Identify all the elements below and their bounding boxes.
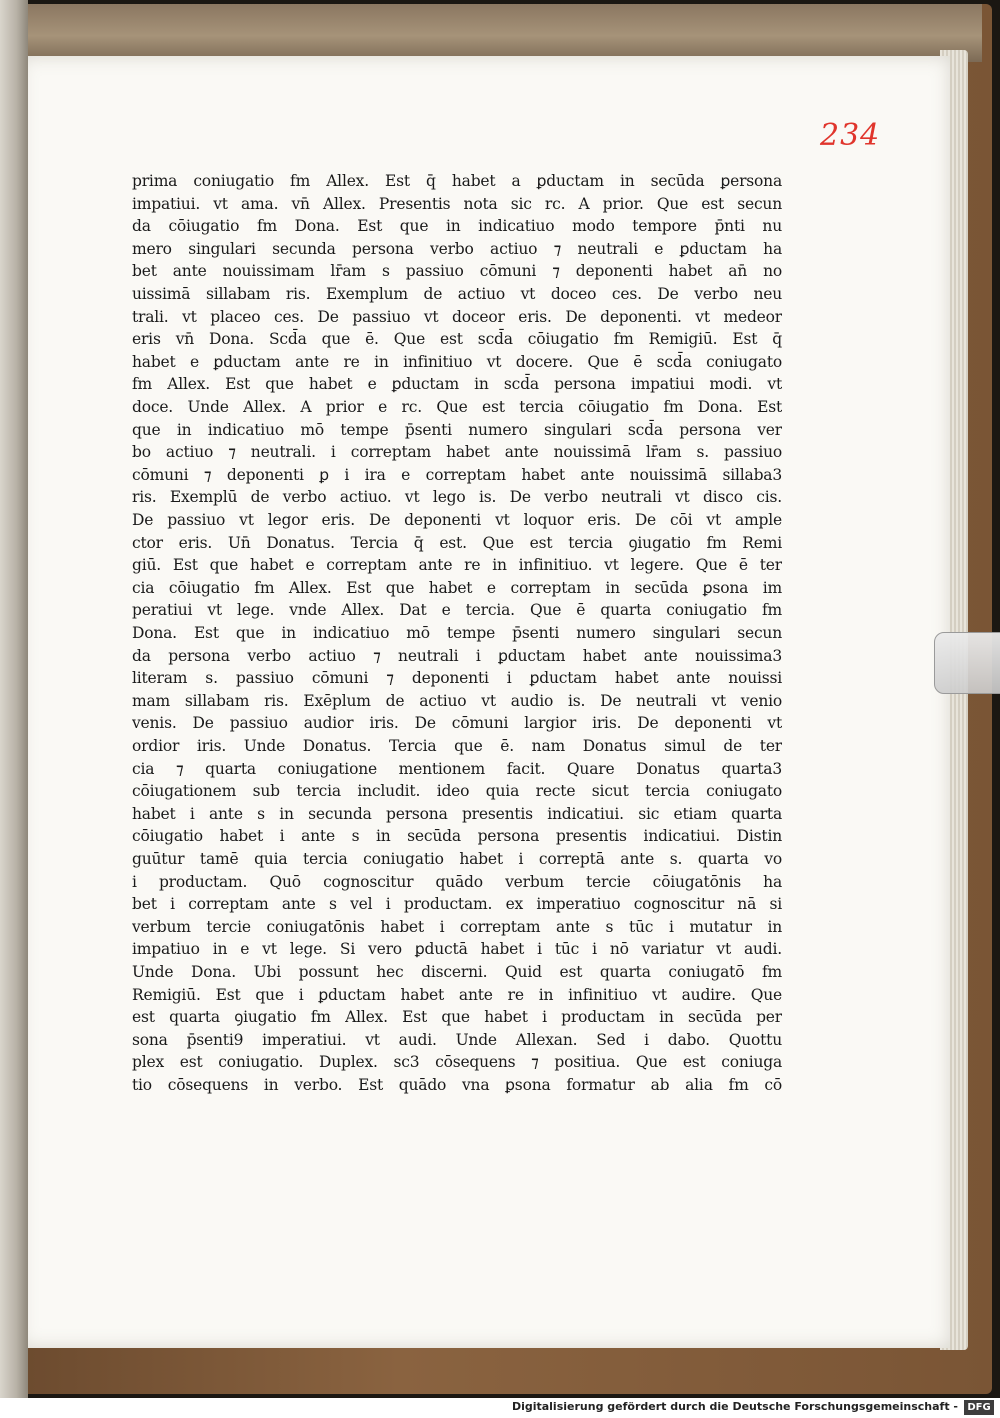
- text-line: habet e ꝑductam ante re in infinitiuo vt docere. Que ē scd̄a coniugato: [132, 352, 782, 371]
- text-line: fm Allex. Est que habet e ꝑductam in scd̄a persona impatiui modi. vt: [132, 375, 782, 394]
- text-line: cōiugatio habet i ante s in secūda persona presentis indicatiui. Distin: [132, 827, 782, 846]
- footer-credit: Digitalisierung gefördert durch die Deutsche Forschungsgemeinschaft -: [511, 1400, 958, 1413]
- text-line: cia ⁊ quarta coniugatione mentionem facit. Quare Donatus quarta3: [132, 759, 782, 778]
- text-line: impatiui. vt ama. vn̄ Allex. Presentis nota sic rc. A prior. Que est secun: [132, 194, 782, 213]
- book-spine: [0, 0, 28, 1398]
- text-line: verbum tercie coniugatōnis habet i correptam ante s tūc i mutatur in: [132, 917, 782, 936]
- text-line: plex est coniugatio. Duplex. sc3 cōsequens ⁊ positiua. Que est coniuga: [132, 1053, 782, 1072]
- text-line: bet ante nouissimam lr̄am s passiuo cōmuni ⁊ deponenti habet an̄ no: [132, 262, 782, 281]
- text-line: tio cōsequens in verbo. Est quādo vna ꝑsona formatur ab alia fm cō: [132, 1076, 782, 1094]
- text-line: sona p̄senti9 imperatiui. vt audi. Unde Allexan. Sed i dabo. Quottu: [132, 1030, 782, 1049]
- text-line: venis. De passiuo audior iris. De cōmuni largior iris. De deponenti vt: [132, 714, 782, 733]
- text-line: da cōiugatio fm Dona. Est que in indicatiuo modo tempore p̄nti nu: [132, 217, 782, 236]
- text-line: mam sillabam ris. Exēplum de actiuo vt audio is. De neutrali vt venio: [132, 691, 782, 710]
- page-clip: [934, 632, 1000, 694]
- text-line: impatiuo in e vt lege. Si vero ꝑductā habet i tūc i nō variatur vt audi.: [132, 940, 782, 959]
- text-line: eris vn̄ Dona. Scd̄a que ē. Que est scd̄a cōiugatio fm Remigiū. Est q̄: [132, 330, 782, 349]
- text-line: que in indicatiuo mō tempe p̄senti numero singulari scd̄a persona ver: [132, 420, 782, 439]
- text-line: ris. Exemplū de verbo actiuo. vt lego is. De verbo neutrali vt disco cis.: [132, 488, 782, 507]
- dfg-logo: DFG: [964, 1400, 994, 1415]
- text-line: mero singulari secunda persona verbo actiuo ⁊ neutrali e ꝑductam ha: [132, 239, 782, 258]
- text-line: ordior iris. Unde Donatus. Tercia que ē. nam Donatus simul de ter: [132, 737, 782, 755]
- text-line: Remigiū. Est que i ꝑductam habet ante re in infinitiuo vt audire. Que: [132, 985, 782, 1004]
- text-line: trali. vt placeo ces. De passiuo vt doceor eris. De deponenti. vt medeor: [132, 307, 782, 326]
- text-line: cōmuni ⁊ deponenti ꝑ i ira e correptam habet ante nouissimā sillaba3: [132, 465, 782, 484]
- text-line: prima coniugatio fm Allex. Est q̄ habet a ꝑductam in secūda ꝑersona: [132, 172, 782, 190]
- text-line: bet i correptam ante s vel i productam. ex imperatiuo cognoscitur nā si: [132, 895, 782, 914]
- text-line: da persona verbo actiuo ⁊ neutrali i ꝑductam habet ante nouissima3: [132, 646, 782, 665]
- folio-number: 234: [820, 118, 881, 153]
- text-line: giū. Est que habet e correptam ante re in infinitiuo. vt legere. Que ē ter: [132, 556, 782, 575]
- text-line: Dona. Est que in indicatiuo mō tempe p̄senti numero singulari secun: [132, 624, 782, 642]
- text-line: i productam. Quō cognoscitur quādo verbum tercie cōiugatōnis ha: [132, 872, 782, 891]
- text-line: Unde Dona. Ubi possunt hec discerni. Quid est quarta coniugatō fm: [132, 963, 782, 981]
- text-line: ctor eris. Un̄ Donatus. Tercia q̄ est. Que est tercia ꝯiugatio fm Remi: [132, 533, 782, 552]
- text-line: est quarta ꝯiugatio fm Allex. Est que habet i productam in secūda per: [132, 1008, 782, 1027]
- text-line: guūtur tamē quia tercia coniugatio habet i correptā ante s. quarta vo: [132, 850, 782, 868]
- cover-top-edge: [12, 4, 982, 62]
- text-line: bo actiuo ⁊ neutrali. i correptam habet ante nouissimā lr̄am s. passiuo: [132, 443, 782, 462]
- text-line: literam s. passiuo cōmuni ⁊ deponenti i ꝑductam habet ante nouissi: [132, 669, 782, 688]
- footer: [0, 1398, 1000, 1418]
- text-line: habet i ante s in secunda persona presentis indicatiui. sic etiam quarta: [132, 804, 782, 823]
- text-block: [132, 170, 782, 1120]
- text-line: peratiui vt lege. vnde Allex. Dat e tercia. Que ē quarta coniugatio fm: [132, 601, 782, 620]
- text-line: De passiuo vt legor eris. De deponenti vt loquor eris. De cōi vt ample: [132, 511, 782, 529]
- text-line: uissimā sillabam ris. Exemplum de actiuo vt doceo ces. De verbo neu: [132, 285, 782, 303]
- text-line: cia cōiugatio fm Allex. Est que habet e correptam in secūda ꝑsona im: [132, 578, 782, 597]
- text-line: cōiugationem sub tercia includit. ideo quia recte sicut tercia coniugato: [132, 782, 782, 801]
- text-line: doce. Unde Allex. A prior e rc. Que est tercia cōiugatio fm Dona. Est: [132, 398, 782, 416]
